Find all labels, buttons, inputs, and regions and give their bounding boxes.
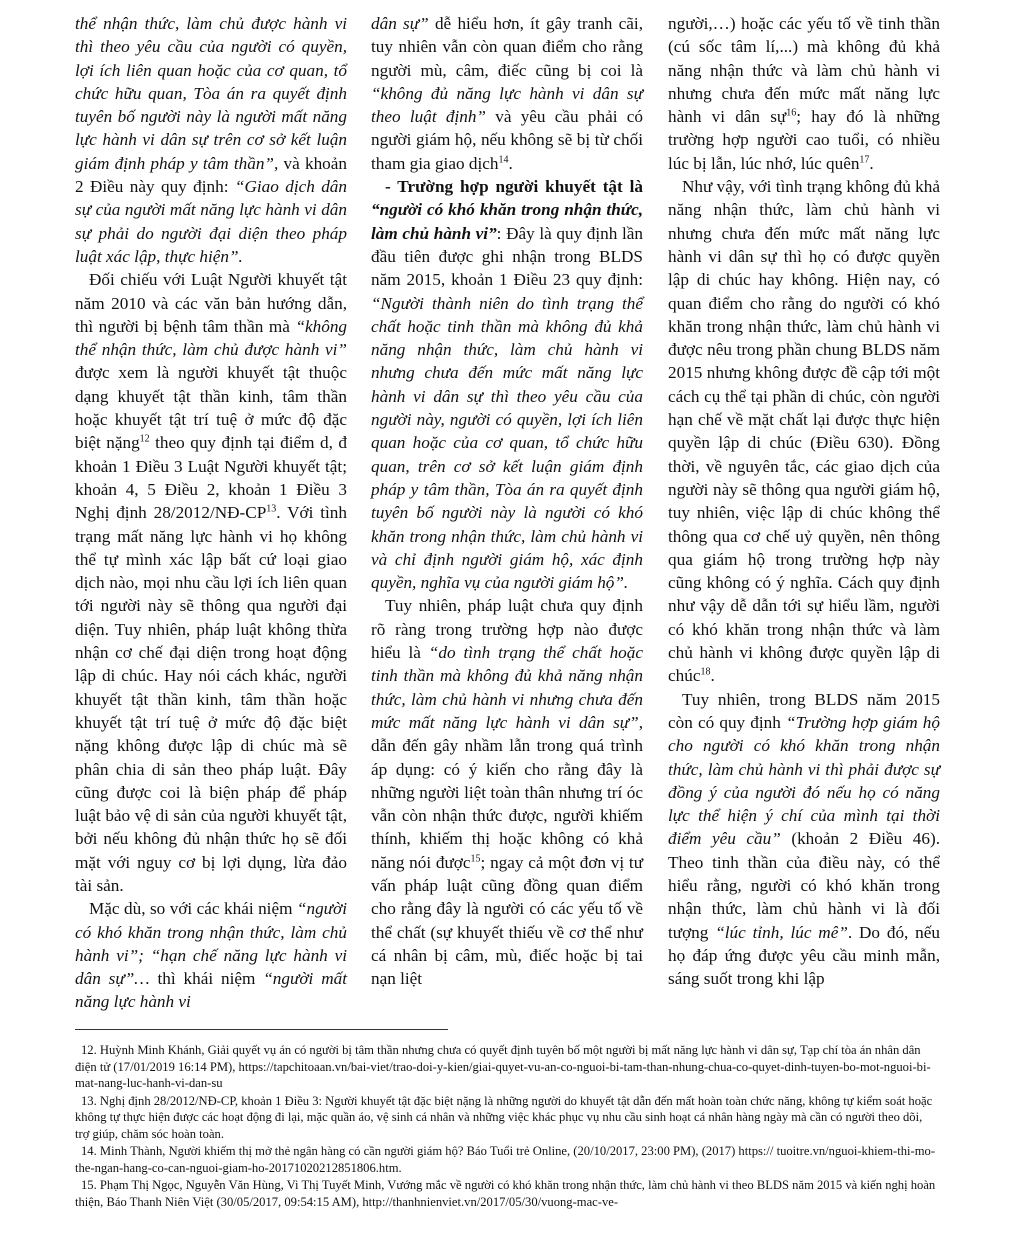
text-span: . [869, 153, 874, 173]
paragraph [371, 175, 643, 594]
footnote-ref: 15 [470, 852, 481, 864]
text-span: và yêu cầu phải có người giám hộ, nếu không sẽ bị từ chối tham gia giao dịch [371, 107, 643, 173]
text-span: “Trường hợp giám hộ cho người có khó khăn trong nhận thức, làm chủ hành vi thì phải được sự đồng ý của người đó nếu họ có năng lực thể hiện ý chí của mình tại thời điểm yêu cầu” [668, 712, 940, 849]
text-span: ; ngay cả một đơn vị tư vấn pháp luật cũng đồng quan điểm cho rằng đây là người có các yếu tố về thể chất (sự khuyết thiếu về cơ thể như cá nhân bị câm, mù, điếc hoặc bị tai nạn liệt [371, 852, 644, 989]
footnote-ref: 18 [700, 666, 711, 678]
footnote-12: 12. Huỳnh Minh Khánh, Giải quyết vụ án có người bị tâm thần nhưng chưa có quyết định tuyên bố một người bị mất năng lực hành vi dân sự, Tạp chí tòa án nhân dân điện tử (17/01/2019 16:14 PM), https://tapchitoaan.vn/bai-viet/trao-doi-y-kien/giai-quyet-vu-an-co-nguoi-bi-tam-than-nhung-chua-co-quyet-dinh-tuyen-bo-mot-nguoi-bi-mat-nang-luc-hanh-vi-dan-su [75, 1043, 931, 1090]
text-column-3 [668, 12, 940, 990]
paragraph [668, 175, 940, 688]
text-column-1 [75, 12, 347, 1014]
text-span: và khoản 2 Điều này quy định: [75, 153, 347, 197]
paragraph [75, 897, 347, 1013]
text-span: Mặc dù, so với các khái niệm [89, 899, 297, 919]
text-span: “Giao dịch dân sự của người mất năng lực hành vi dân sự phải do người đại diện theo pháp luật xác lập, thực hiện”. [75, 177, 347, 266]
text-span: - Trường hợp người khuyết tật là [385, 177, 643, 197]
footnote-ref: 13 [266, 503, 277, 515]
text-span: dân sự” [371, 14, 429, 33]
footnote-ref: 14 [498, 154, 509, 166]
paragraph [75, 12, 347, 268]
text-span: . [508, 153, 513, 173]
paragraph [371, 12, 643, 175]
footnotes [75, 1042, 937, 1211]
text-span: Tuy nhiên, trong BLDS năm 2015 còn có quy định [668, 689, 940, 732]
text-span: “lúc tỉnh, lúc mê” [715, 922, 848, 942]
text-span: . [710, 666, 715, 686]
paragraph [668, 12, 940, 175]
text-span: Tuy nhiên, pháp luật chưa quy định rõ ràng trong trường hợp nào được hiểu là [371, 596, 643, 663]
text-span: thì khái niệm [149, 969, 264, 989]
text-span: được xem là người khuyết tật thuộc dạng khuyết tật thần kinh, tâm thần hoặc khuyết tật trí tuệ ở mức độ đặc biệt nặng [75, 363, 347, 453]
text-span: , dẫn đến gây nhầm lẫn trong quá trình áp dụng: có ý kiến cho rằng đây là những người liệt toàn thân nhưng trí óc vẫn còn nhận thức được, người khiếm thính, khiếm thị hoặc không có khả năng nói được [371, 712, 643, 872]
text-span: “không đủ năng lực hành vi dân sự theo luật định” [371, 83, 643, 127]
paragraph [371, 594, 643, 990]
text-span: dễ hiểu hơn, ít gây tranh cãi, tuy nhiên vẫn còn quan điểm cho rằng người mù, câm, điếc cũng bị coi là [371, 14, 643, 80]
footnote-ref: 16 [786, 107, 797, 119]
text-span: (khoản 2 Điều 46). Theo tinh thần của điều này, có thể hiểu rằng, người có khó khăn trong nhận thức, làm chủ hành vi là đối tượng [668, 829, 940, 942]
footnote-14: 14. Minh Thành, Người khiếm thị mở thẻ ngân hàng có cần người giám hộ? Báo Tuổi trẻ Online, (20/10/2017, 23:00 PM), (2017) https:// tuoitre.vn/nguoi-khiem-thi-mo-the-ngan-hang-co-can-nguoi-giam-ho-20171020212851806.htm. [75, 1144, 936, 1175]
footnote-15: 15. Phạm Thị Ngọc, Nguyễn Văn Hùng, Vi Thị Tuyết Minh, Vướng mắc về người có khó khăn trong nhận thức, làm chủ hành vi theo BLDS năm 2015 và kiến nghị hoàn thiện, Báo Thanh Niên Việt (30/05/2017, 09:54:15 AM), http://thanhnienviet.vn/2017/05/30/vuong-mac-ve- [75, 1178, 936, 1209]
text-span: “do tình trạng thể chất hoặc tinh thần mà không đủ khả năng nhận thức, làm chủ hành vi nhưng chưa đến mức mất năng lực hành vi dân sự” [371, 643, 644, 732]
text-span: Đối chiếu với Luật Người khuyết tật năm 2010 và các văn bản hướng dẫn, thì người bị bệnh tâm thần mà [75, 270, 347, 336]
footnote-separator [75, 1029, 448, 1030]
text-span: theo quy định tại điểm d, đ khoản 1 Điều 3 Luật Người khuyết tật; khoản 4, 5 Điều 2, khoản 1 Điều 3 Nghị định 28/2012/NĐ-CP [75, 433, 347, 523]
text-span: “người có khó khăn trong nhận thức, làm chủ hành vi” [371, 200, 643, 243]
paragraph [75, 268, 347, 897]
text-span: ; hay đó là những trường hợp người cao tuổi, có nhiều lúc bị lẫn, lúc nhớ, lúc quên [668, 107, 940, 173]
text-column-2 [371, 12, 643, 990]
paragraph [668, 688, 940, 991]
text-span: : Đây là quy định lần đầu tiên được ghi nhận trong BLDS năm 2015, khoản 1 Điều 23 quy định: [371, 223, 643, 290]
text-span: “người có khó khăn trong nhận thức, làm chủ hành vi”; “hạn chế năng lực hành vi dân sự”… [75, 899, 347, 989]
text-span: Như vậy, với tình trạng không đủ khả năng nhận thức, làm chủ hành vi nhưng chưa đến mức mất năng lực hành vi dân sự thì họ có được quyền lập di chúc hay không. Hiện nay, có quan điểm cho rằng do người có khó khăn trong nhận thức, làm chủ hành vi được nêu trong phần chung BLDS năm 2015 nhưng không được đề cập tới một cách cụ thể tại phần di chúc, còn người hạn chế về mặt chất lại được thực hiện quyền lập di chúc (Điều 630). Đồng thời, về nguyên tắc, các giao dịch của người này sẽ thông qua người giám hộ, tuy nhiên, việc lập di chúc không thể thông qua cơ chế uỷ quyền, nên thông qua giám hộ trong trường hợp này cũng không có ý nghĩa. Cách quy định như vậy dễ dẫn tới sự hiểu lầm, người có khó khăn trong nhận thức và làm chủ hành vi không được quyền lập di chúc [668, 177, 940, 686]
footnote-ref: 12 [139, 433, 150, 445]
text-span: “người mất năng lực hành vi [75, 969, 347, 1012]
text-span: thể nhận thức, làm chủ được hành vi thì theo yêu cầu của người có quyền, lợi ích liên quan hoặc của cơ quan, tổ chức hữu quan, Tòa án ra quyết định tuyên bố người này là người mất năng lực hành vi dân sự trên cơ sở kết luận giám định pháp y tâm thần”, [75, 14, 347, 173]
footnote-ref: 17 [859, 154, 870, 166]
footnote-13: 13. Nghị định 28/2012/NĐ-CP, khoản 1 Điều 3: Người khuyết tật đặc biệt nặng là những người do khuyết tật dẫn đến mất hoàn toàn chức năng, không tự kiểm soát hoặc không tự thực hiện được các hoạt động đi lại, mặc quần áo, vệ sinh cá nhân và những việc khác phục vụ nhu cầu sinh hoạt cá nhân hàng ngày mà cần có người theo dõi, trợ giúp, chăm sóc hoàn toàn. [75, 1093, 933, 1141]
text-span: . Với tình trạng mất năng lực hành vi họ không thể tự mình xác lập bất cứ loại giao dịch nào, mọi nhu cầu lợi ích liên quan tới người này sẽ thông qua người đại diện. Tuy nhiên, pháp luật không thừa nhận cơ chế đại diện trong hoạt động lập di chúc. Hay nói cách khác, người khuyết tật thần kinh, tâm thần hoặc khuyết tật trí tuệ ở mức độ đặc biệt nặng không được lập di chúc mà sẽ phân chia di sản theo pháp luật. Đây cũng được coi là biện pháp để pháp luật bảo vệ di sản của người khuyết tật, bởi nếu không đủ nhận thức họ sẽ đối mặt với nguy cơ bị lợi dụng, lừa đảo tài sản. [75, 503, 347, 895]
text-span: “Người thành niên do tình trạng thể chất hoặc tinh thần mà không đủ khả năng nhận thức, làm chủ hành vi nhưng chưa đến mức mất năng lực hành vi dân sự thì theo yêu cầu của người này, người có quyền, lợi ích liên quan hoặc của cơ quan, tổ chức hữu quan, trên cơ sở kết luận giám định pháp y tâm thần, Tòa án ra quyết định tuyên bố người này là người có khó khăn trong nhận thức, làm chủ hành vi và chỉ định người giám hộ, xác định quyền, nghĩa vụ của người giám hộ”. [371, 293, 643, 593]
text-span: người,…) hoặc các yếu tố về tinh thần (cú sốc tâm lí,...) mà không đủ khả năng nhận thức và làm chủ hành vi nhưng chưa đến mức mất năng lực hành vi dân sự [668, 14, 940, 127]
text-span: . Do đó, nếu họ đáp ứng được yêu cầu minh mẫn, sáng suốt trong khi lập [668, 922, 940, 989]
text-span: “không thể nhận thức, làm chủ được hành vi” [75, 316, 347, 360]
